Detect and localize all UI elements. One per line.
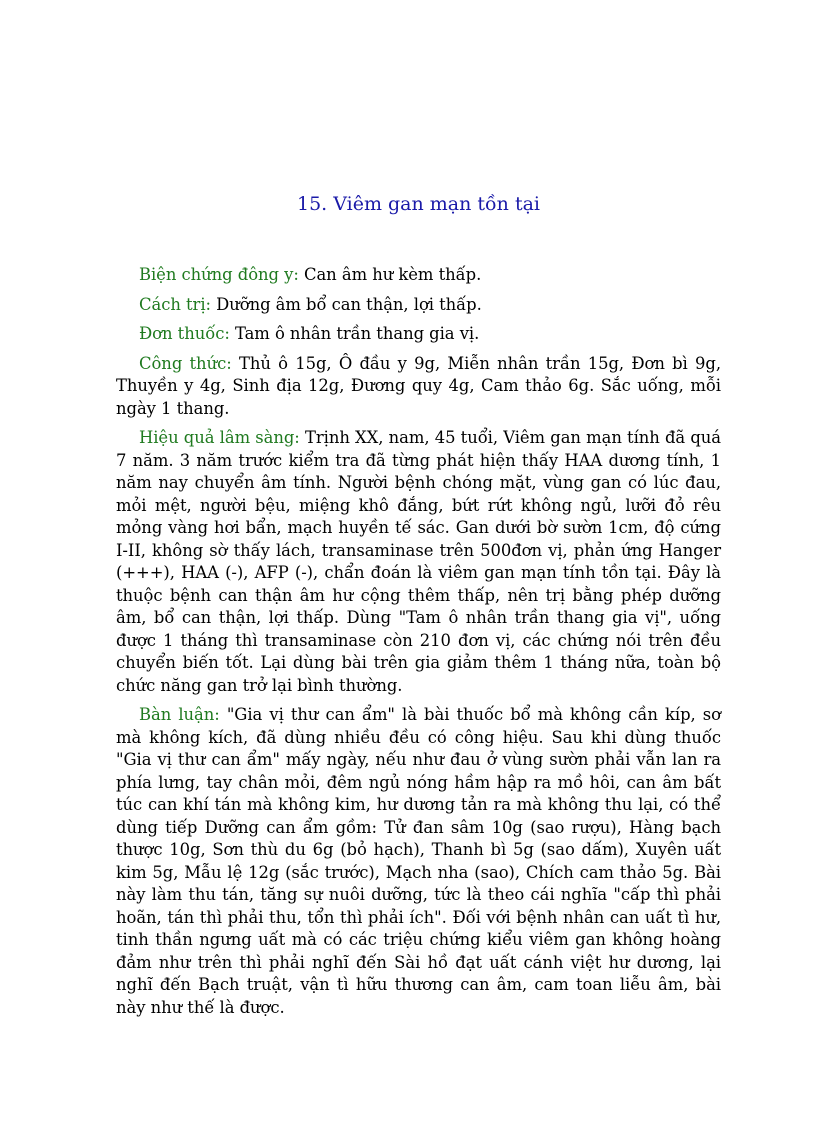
- section-text: Trịnh XX, nam, 45 tuổi, Viêm gan mạn tính đã quá 7 năm. 3 năm trước kiểm tra đã từng phát hiện thấy HAA dương tính, 1 năm nay chuyển âm tính. Người bệnh chóng mặt, vùng gan có lúc đau, mỏi mệt, người bệu, miệng khô đắng, bứt rứt không ngủ, lưỡi đỏ rêu mỏng vàng hơi bẩn, mạch huyền tế sác. Gan dưới bờ sườn 1cm, độ cứng I-II, không sờ thấy lách, transaminase trên 500đơn vị, phản ứng Hanger (+++), HAA (-), AFP (-), chẩn đoán là viêm gan mạn tính tồn tại. Đây là thuộc bệnh can thận âm hư cộng thêm thấp, nên trị bằng phép dưỡng âm, bổ can thận, lợi thấp. Dùng "Tam ô nhân trần thang gia vị", uống được 1 tháng thì transaminase còn 210 đơn vị, các chứng nói trên đều chuyển biến tốt. Lại dùng bài trên gia giảm thêm 1 tháng nữa, toàn bộ chức năng gan trở lại bình thường.: [116, 428, 722, 695]
- section-text: Tam ô nhân trần thang gia vị.: [229, 324, 480, 343]
- paragraph-hieu-qua: [116, 427, 721, 697]
- section-text: Can âm hư kèm thấp.: [298, 265, 482, 284]
- paragraph-bien-chung: [116, 264, 721, 287]
- section-text: Dưỡng âm bổ can thận, lợi thấp.: [211, 294, 482, 314]
- section-label: Biện chứng đông y:: [139, 265, 299, 284]
- paragraph-cach-tri: [116, 294, 721, 317]
- section-text: "Gia vị thư can ẩm" là bài thuốc bổ mà không cần kíp, sơ mà không kích, đã dùng nhiều đều có công hiệu. Sau khi dùng thuốc "Gia vị thư can ẩm" mấy ngày, nếu như đau ở vùng sườn phải vẫn lan ra phía lưng, tay chân mỏi, đêm ngủ nóng hầm hập ra mồ hôi, can âm bất túc can khí tán mà không kim, hư dương tản ra mà không thu lại, có thể dùng tiếp Dưỡng can ẩm gồm: Tử đan sâm 10g (sao rượu), Hàng bạch thược 10g, Sơn thù du 6g (bỏ hạch), Thanh bì 5g (sao dấm), Xuyên uất kim 5g, Mẫu lệ 12g (sắc trước), Mạch nha (sao), Chích cam thảo 5g. Bài này làm thu tán, tăng sự nuôi dưỡng, tức là theo cái nghĩa "cấp thì phải hoãn, tán thì phải thu, tổn thì phải ích". Đối với bệnh nhân can uất tì hư, tinh thần ngưng uất mà có các triệu chứng kiểu viêm gan không hoàng đảm như trên thì phải nghĩ đến Sài hồ đạt uất cánh việt hư dương, lại nghĩ đến Bạch truật, vận tì hữu thương can âm, cam toan liễu âm, bài này như thế là được.: [116, 705, 721, 1017]
- paragraph-ban-luan: [116, 704, 721, 1019]
- section-label: Hiệu quả lâm sàng:: [139, 428, 300, 447]
- document-page: [116, 190, 721, 1026]
- paragraph-don-thuoc: [116, 323, 721, 346]
- section-label: Công thức:: [139, 353, 232, 373]
- page-title: 15. Viêm gan mạn tồn tại: [297, 193, 540, 215]
- section-label: Cách trị:: [139, 294, 211, 314]
- section-text: Thủ ô 15g, Ô đầu y 9g, Miễn nhân trần 15g, Đơn bì 9g, Thuyền y 4g, Sinh địa 12g, Đương quy 4g, Cam thảo 6g. Sắc uống, mỗi ngày 1 thang.: [116, 353, 722, 418]
- section-label: Đơn thuốc:: [139, 324, 230, 343]
- paragraph-cong-thuc: [116, 353, 721, 421]
- section-label: Bàn luận:: [139, 705, 220, 724]
